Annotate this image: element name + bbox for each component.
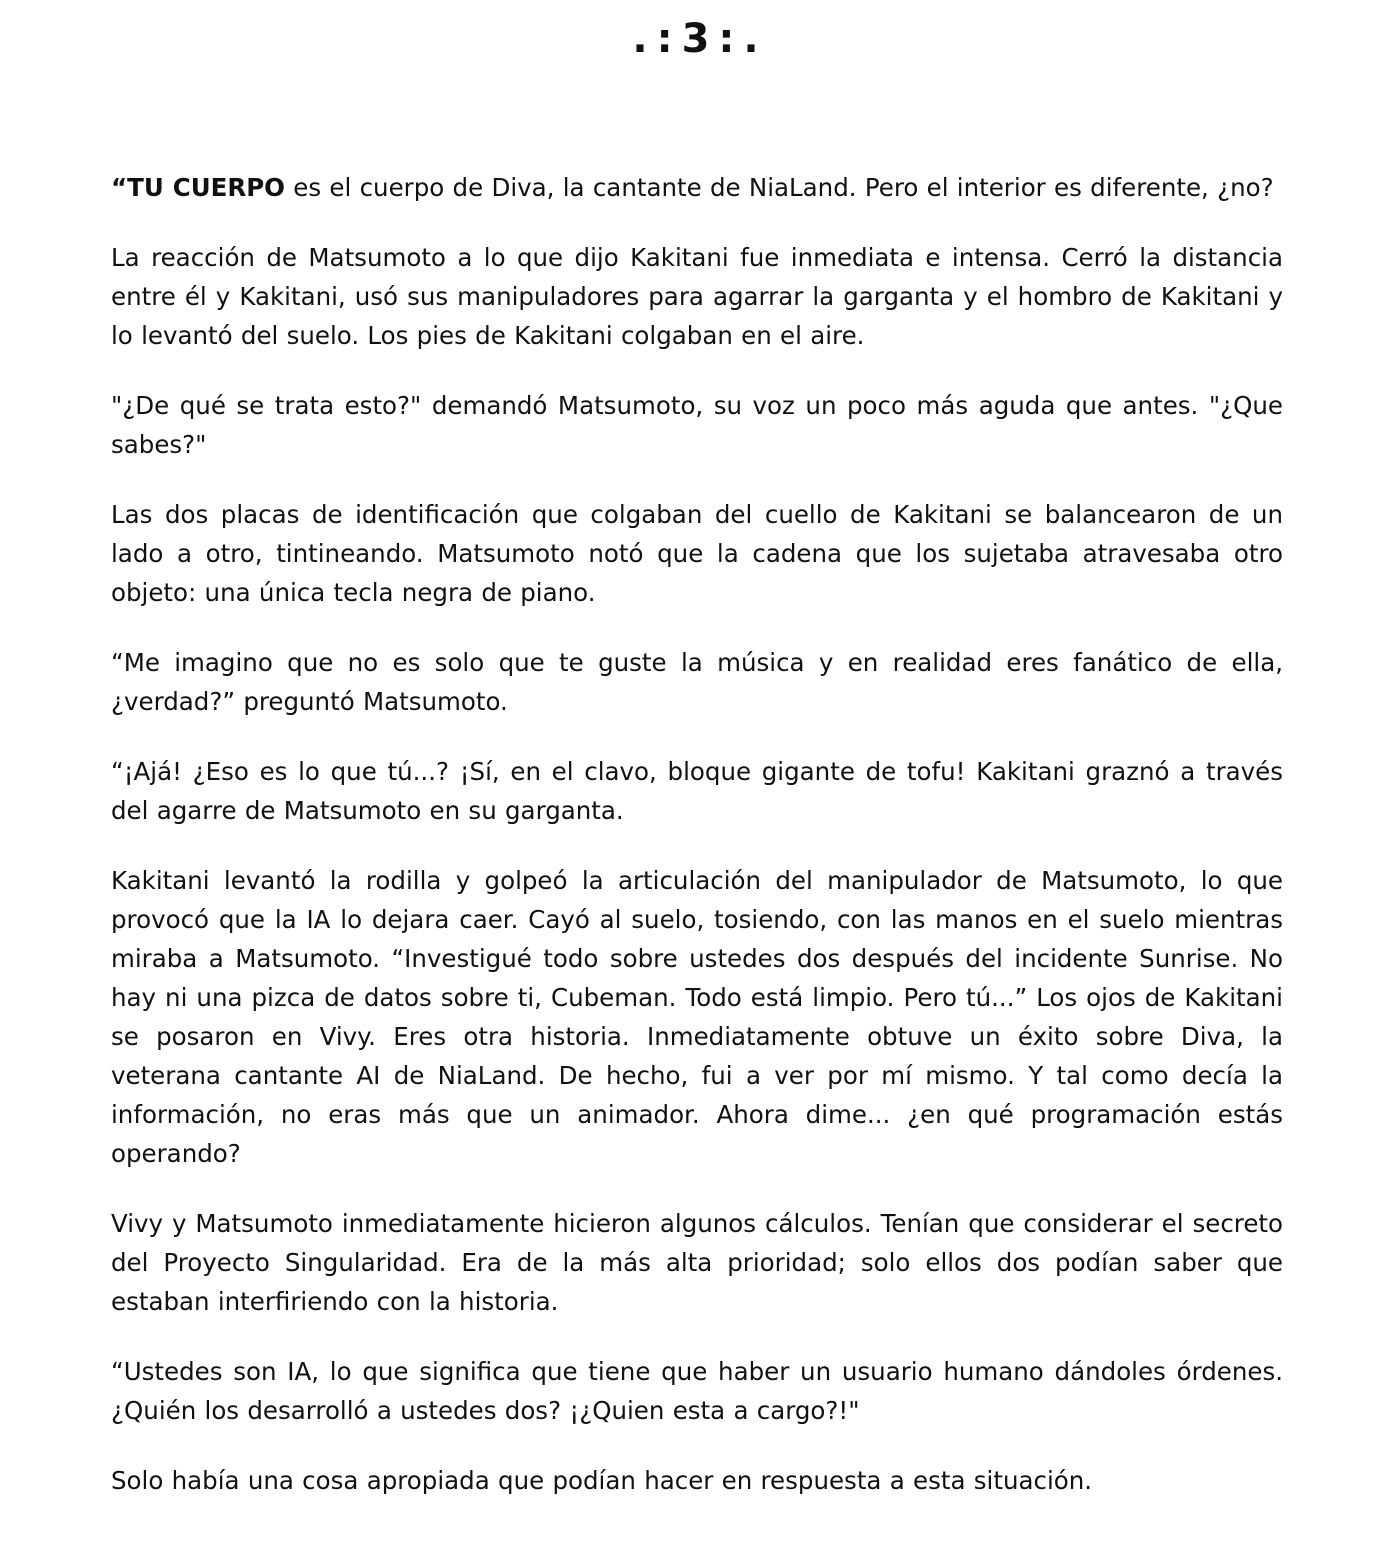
paragraph-lead-bold: “TU CUERPO: [111, 173, 285, 202]
paragraph-1: [111, 168, 1283, 207]
paragraph-8: Vivy y Matsumoto inmediatamente hicieron algunos cálculos. Tenían que considerar el secreto del Proyecto Singularidad. Era de la más alta prioridad; solo ellos dos podían saber que estaban interfiriendo con la historia.: [111, 1209, 1283, 1316]
body-text: [111, 168, 1283, 1500]
paragraph-7: Kakitani levantó la rodilla y golpeó la articulación del manipulador de Matsumoto, lo que provocó que la IA lo dejara caer. Cayó al suelo, tosiendo, con las manos en el suelo mientras miraba a Matsumoto. “Investigué todo sobre ustedes dos después del incidente Sunrise. No hay ni una pizca de datos sobre ti, Cubeman. Todo está limpio. Pero tú...” Los ojos de Kakitani se posaron en Vivy. Eres otra historia. Inmediatamente obtuve un éxito sobre Diva, la veterana cantante AI de NiaLand. De hecho, fui a ver por mí mismo. Y tal como decía la información, no eras más que un animador. Ahora dime... ¿en qué programación estás operando?: [111, 866, 1283, 1168]
paragraph-text: es el cuerpo de Diva, la cantante de NiaLand. Pero el interior es diferente, ¿no?: [285, 173, 1274, 202]
chapter-heading: .:3:.: [632, 16, 768, 62]
paragraph-10: Solo había una cosa apropiada que podían hacer en respuesta a esta situación.: [111, 1466, 1093, 1495]
paragraph-2: La reacción de Matsumoto a lo que dijo Kakitani fue inmediata e intensa. Cerró la distancia entre él y Kakitani, usó sus manipuladores para agarrar la garganta y el hombro de Kakitani y lo levantó del suelo. Los pies de Kakitani colgaban en el aire.: [111, 243, 1283, 350]
paragraph-5: “Me imagino que no es solo que te guste la música y en realidad eres fanático de ella, ¿verdad?” preguntó Matsumoto.: [111, 648, 1283, 716]
paragraph-3: "¿De qué se trata esto?" demandó Matsumoto, su voz un poco más aguda que antes. "¿Que sabes?": [111, 391, 1283, 459]
paragraph-4: Las dos placas de identificación que colgaban del cuello de Kakitani se balancearon de un lado a otro, tintineando. Matsumoto notó que la cadena que los sujetaba atravesaba otro objeto: una única tecla negra de piano.: [111, 500, 1283, 607]
paragraph-6: “¡Ajá! ¿Eso es lo que tú...? ¡Sí, en el clavo, bloque gigante de tofu! Kakitani graznó a través del agarre de Matsumoto en su garganta.: [111, 757, 1283, 825]
paragraph-9: “Ustedes son IA, lo que significa que tiene que haber un usuario humano dándoles órdenes. ¿Quién los desarrolló a ustedes dos? ¡¿Quien esta a cargo?!": [111, 1357, 1283, 1425]
